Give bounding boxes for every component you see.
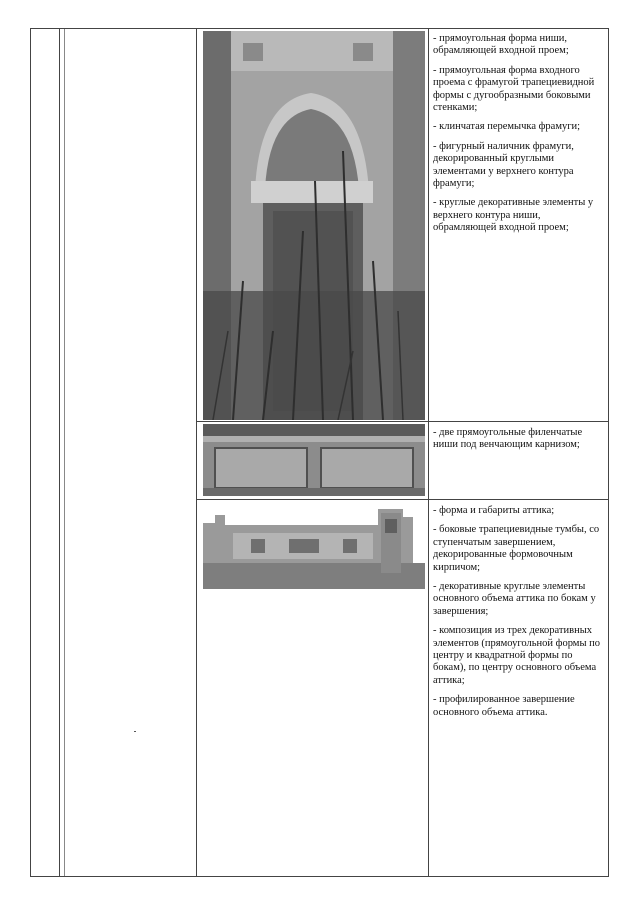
table-column-divider (64, 28, 65, 876)
feature-item: - боковые трапециевидные тумбы, со ступенчатым завершением, декорированные формовочным кирпичом; (433, 524, 600, 573)
feature-item: - фигурный наличник фрамуги, декорированный круглыми элементами у верхнего контура фрамуги; (433, 140, 574, 190)
table-border-top (30, 28, 609, 29)
feature-item: - форма и габариты аттика; (433, 505, 555, 516)
table-column-divider (196, 28, 197, 876)
scan-speck (134, 731, 136, 732)
feature-item: - прямоугольная форма ниши, обрамляющей входной проем; (433, 33, 569, 57)
table-border-left (30, 28, 31, 876)
table-column-divider (428, 28, 429, 876)
feature-item: - профилированное завершение основного объема аттика. (433, 694, 575, 718)
door-photo (203, 31, 425, 420)
feature-item: - декоративные круглые элементы основного объема аттика по бокам у завершения; (433, 581, 596, 617)
feature-item: - две прямоугольные филенчатые ниши под венчающим карнизом; (433, 427, 583, 451)
row2-features (433, 427, 601, 459)
table-row-divider (196, 421, 609, 422)
feature-item: - клинчатая перемычка фрамуги; (433, 121, 581, 133)
row1-features (433, 33, 601, 242)
feature-item: - композиция из трех декоративных элементов (прямоугольной формы по центру и квадратной формы по бокам), по центру основного объема аттика; (433, 625, 601, 686)
attic-photo (203, 503, 425, 589)
table-row-divider (196, 499, 609, 500)
feature-item: - прямоугольная форма входного проема с фрамугой трапециевидной формы с дугообразными боковыми стенками; (433, 64, 595, 114)
table-column-divider (59, 28, 60, 876)
row3-features (433, 505, 601, 726)
cornice-photo (203, 424, 425, 496)
table-border-bottom (30, 876, 609, 877)
table-border-right (608, 28, 609, 876)
feature-item: - круглые декоративные элементы у верхнего контура ниши, обрамляющей входной проем; (433, 197, 594, 234)
